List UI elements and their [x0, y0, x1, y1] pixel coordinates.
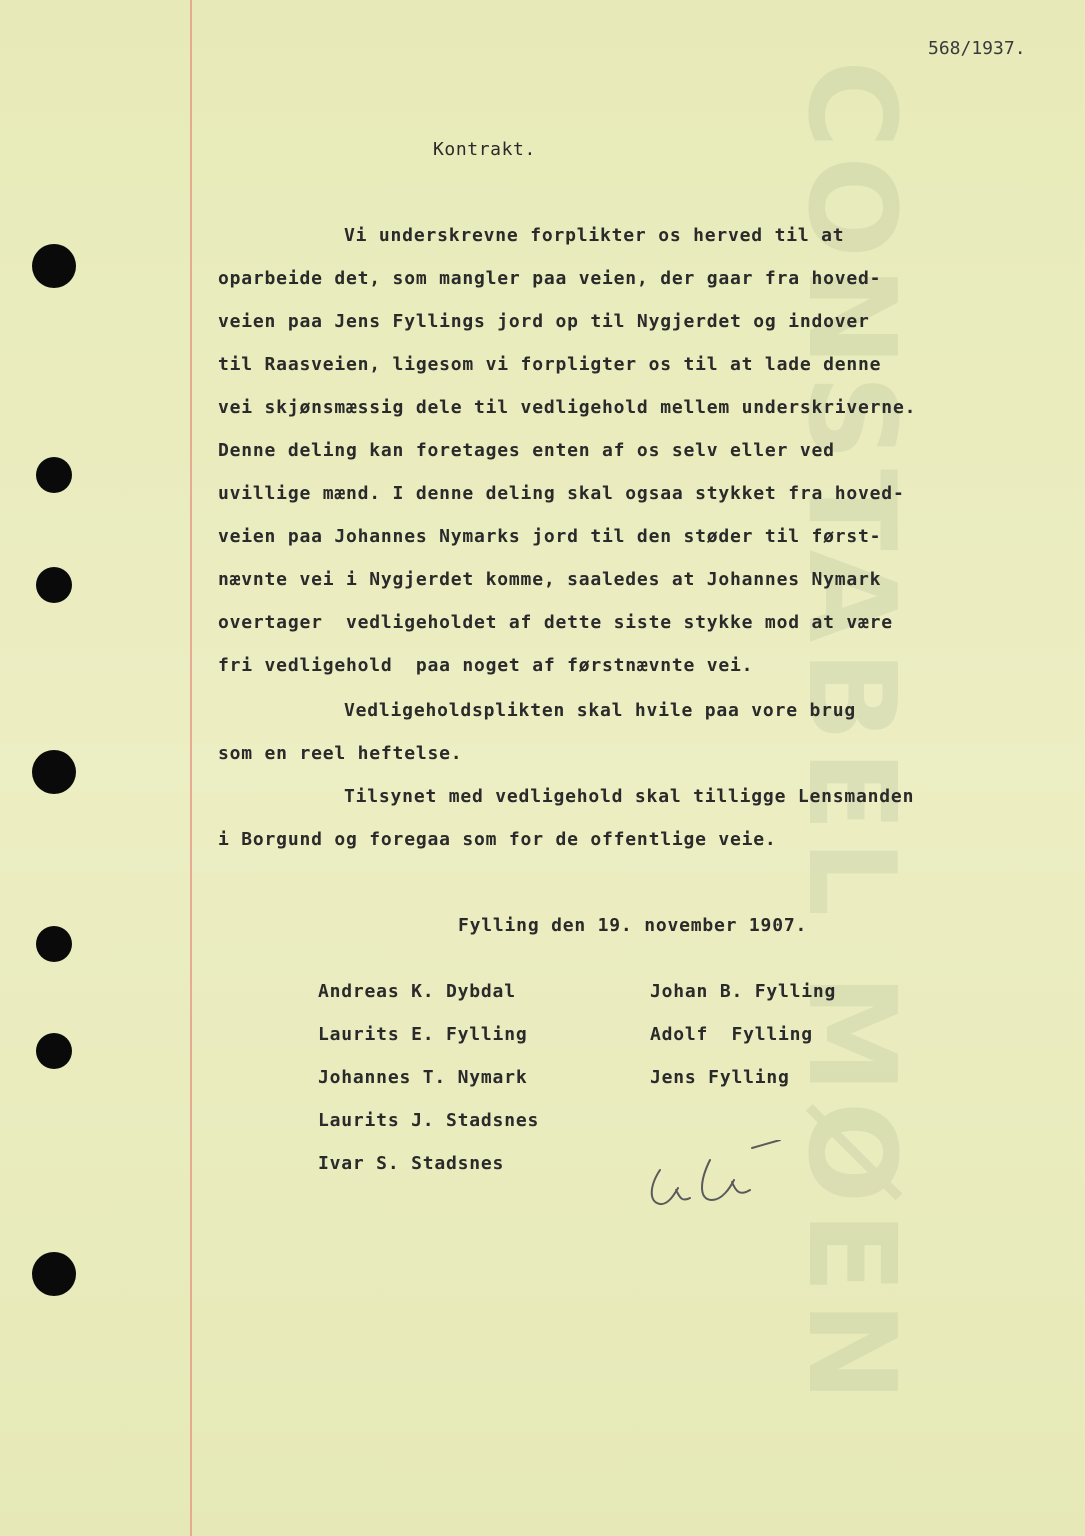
signature-right: Adolf Fylling — [650, 1024, 813, 1045]
document-title: Kontrakt. — [433, 139, 536, 160]
signature-left: Johannes T. Nymark — [318, 1067, 528, 1088]
punch-hole — [32, 750, 76, 794]
body-line: oparbeide det, som mangler paa veien, der gaar fra hoved- — [218, 268, 882, 289]
punch-hole — [36, 567, 72, 603]
reference-number: 568/1937. — [928, 38, 1026, 59]
signature-right: Johan B. Fylling — [650, 981, 837, 1002]
body-line: Vi underskrevne forplikter os herved til at — [344, 225, 845, 246]
body-line: uvillige mænd. I denne deling skal ogsaa stykket fra hoved- — [218, 483, 905, 504]
body-line: veien paa Johannes Nymarks jord til den støder til først- — [218, 526, 882, 547]
body-line: overtager vedligeholdet af dette siste stykke mod at være — [218, 612, 893, 633]
body-line: som en reel heftelse. — [218, 743, 463, 764]
body-line: nævnte vei i Nygjerdet komme, saaledes at Johannes Nymark — [218, 569, 882, 590]
signature-right: Jens Fylling — [650, 1067, 790, 1088]
body-line: veien paa Jens Fyllings jord op til Nygjerdet og indover — [218, 311, 870, 332]
punch-hole — [32, 1252, 76, 1296]
margin-rule — [190, 0, 192, 1536]
body-line: Denne deling kan foretages enten af os selv eller ved — [218, 440, 835, 461]
punch-hole — [36, 1033, 72, 1069]
punch-hole — [36, 457, 72, 493]
handwritten-initials — [640, 1140, 790, 1220]
body-line: vei skjønsmæssig dele til vedligehold mellem underskriverne. — [218, 397, 917, 418]
body-line: til Raasveien, ligesom vi forpligter os til at lade denne — [218, 354, 882, 375]
body-line: i Borgund og foregaa som for de offentlige veie. — [218, 829, 777, 850]
date-line: Fylling den 19. november 1907. — [458, 915, 808, 936]
punch-hole — [32, 244, 76, 288]
watermark: CONSTABEL MØEN — [781, 60, 920, 1410]
signature-left: Ivar S. Stadsnes — [318, 1153, 505, 1174]
signature-left: Andreas K. Dybdal — [318, 981, 516, 1002]
body-line: Tilsynet med vedligehold skal tilligge Lensmanden — [344, 786, 915, 807]
punch-hole — [36, 926, 72, 962]
signature-left: Laurits J. Stadsnes — [318, 1110, 540, 1131]
body-line: fri vedligehold paa noget af førstnævnte vei. — [218, 655, 754, 676]
signature-left: Laurits E. Fylling — [318, 1024, 528, 1045]
body-line: Vedligeholdsplikten skal hvile paa vore brug — [344, 700, 857, 721]
